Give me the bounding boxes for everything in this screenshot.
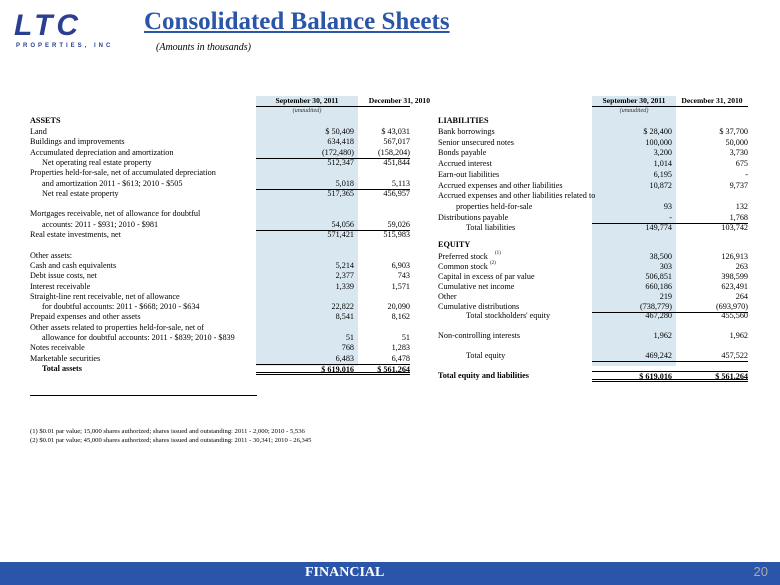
row-label: Accrued expenses and other liabilities [438, 180, 563, 190]
footnote-1: (1) $0.01 par value; 15,000 shares authorized; shares issued and outstanding: 2011 - 2,000; 2010 - 5,536 [30, 428, 305, 435]
row-value-prior: 5,113 [358, 179, 410, 190]
row-value-current: 149,774 [645, 223, 672, 233]
row-value-prior: 20,090 [387, 302, 410, 312]
table-row [438, 202, 748, 213]
row-label: Net operating real estate property [42, 157, 152, 167]
row-value-prior: 8,162 [391, 312, 410, 322]
row-label: Other [438, 291, 457, 301]
row-label: Accumulated depreciation and amortization [30, 147, 174, 157]
row-label: Debt issue costs, net [30, 271, 97, 281]
assets-col2-header: December 31, 2010 [358, 96, 410, 107]
row-value-current: 512,347 [327, 157, 354, 167]
logo-subtitle: PROPERTIES, INC [16, 43, 114, 49]
row-value-current: 1,339 [335, 281, 354, 291]
row-label: properties held-for-sale [456, 201, 533, 211]
row-value-current [592, 191, 676, 202]
liabilities-col1-header: September 30, 2011 [592, 96, 676, 107]
row-value-current: 467,280 [645, 311, 672, 321]
row-label: Senior unsecured notes [438, 137, 514, 147]
row-value-prior: 515,983 [383, 230, 410, 239]
row-value-prior: (158,204) [358, 148, 410, 159]
table-row [438, 159, 748, 170]
row-value-prior: 455,560 [721, 311, 748, 321]
table-row [438, 371, 748, 382]
row-label: Straight-line rent receivable, net of allowance [30, 291, 180, 301]
table-row [438, 148, 748, 159]
row-value-prior: 103,742 [721, 223, 748, 233]
row-label: Buildings and improvements [30, 137, 125, 147]
assets-col1-header: September 30, 2011 [256, 96, 358, 107]
row-value-current: $ 28,400 [643, 127, 672, 136]
row-label: Distributions payable [438, 212, 509, 222]
row-label: Common stock [438, 261, 488, 271]
row-label: for doubtful accounts: 2011 - $668; 2010 - $634 [42, 302, 200, 312]
row-value-current: 100,000 [645, 137, 672, 147]
row-value-prior: 50,000 [725, 137, 748, 147]
row-value-prior: 264 [735, 291, 748, 301]
row-value-prior: 1,768 [676, 213, 748, 224]
row-value-prior: 398,599 [721, 271, 748, 281]
row-value-prior: $ 43,031 [381, 127, 410, 136]
liabilities-unaudited: (unaudited) [619, 107, 649, 114]
row-value-prior: 1,571 [391, 281, 410, 291]
row-label: Marketable securities [30, 353, 101, 363]
row-value-current: 660,186 [645, 281, 672, 291]
liabilities-table [438, 96, 748, 381]
row-value-prior: 743 [397, 271, 410, 281]
row-value-prior: - [745, 169, 748, 179]
row-value-current: 571,421 [327, 230, 354, 239]
row-value-current: 1,014 [653, 159, 672, 169]
row-value-prior: 59,026 [358, 220, 410, 231]
row-label: Accrued expenses and other liabilities related to [438, 191, 596, 201]
row-label: and amortization 2011 - $613; 2010 - $505 [42, 178, 183, 188]
row-value-current: 517,365 [327, 188, 354, 198]
row-value-current: - [592, 213, 676, 224]
row-label: allowance for doubtful accounts: 2011 - $839; 2010 - $839 [42, 333, 235, 342]
page-title: Consolidated Balance Sheets [144, 8, 450, 35]
footnotes [30, 427, 311, 445]
row-label: Accrued interest [438, 159, 492, 169]
row-value-prior: 3,730 [729, 148, 748, 158]
row-value-prior: 126,913 [721, 252, 748, 261]
row-value-prior: 457,522 [676, 351, 748, 362]
assets-unaudited-row [30, 106, 410, 117]
row-value-prior: 567,017 [383, 137, 410, 147]
row-label: Real estate investments, net [30, 230, 121, 239]
row-value-current: 3,200 [653, 148, 672, 158]
table-row [438, 213, 748, 224]
row-value-prior: 1,283 [391, 343, 410, 353]
row-label: Notes receivable [30, 343, 85, 353]
row-value-prior: 456,957 [383, 188, 410, 198]
row-label: Cumulative net income [438, 281, 515, 291]
row-label: Total equity [466, 351, 506, 360]
row-label: Bank borrowings [438, 127, 495, 136]
row-label: Non-controlling interests [438, 331, 521, 341]
table-row [438, 170, 748, 181]
row-label: Bonds payable [438, 148, 487, 158]
row-value-prior: 6,478 [358, 354, 410, 365]
row-value-current: $ 50,409 [325, 127, 354, 136]
row-label: Properties held-for-sale, net of accumulated depreciation [30, 168, 216, 178]
row-value-current: 6,195 [653, 169, 672, 179]
row-value-current: 506,851 [645, 271, 672, 281]
row-label: Other assets related to properties held-for-sale, net of [30, 322, 204, 332]
row-value-current: 8,541 [335, 312, 354, 322]
row-value-current: (172,480) [256, 148, 358, 159]
row-value-current: 634,418 [327, 137, 354, 147]
row-value-prior: 6,903 [391, 260, 410, 270]
table-row [438, 181, 748, 192]
footer-bar [0, 562, 780, 585]
row-value-current: 54,056 [256, 220, 358, 231]
row-label: Capital in excess of par value [438, 271, 535, 281]
row-label: Earn-out liabilities [438, 169, 500, 179]
row-label: Total liabilities [466, 223, 516, 233]
table-row [438, 127, 748, 138]
row-label: accounts: 2011 - $931; 2010 - $981 [42, 219, 159, 229]
row-label: Total stockholders' equity [466, 311, 551, 321]
row-label: Total assets [42, 363, 82, 373]
row-label: Mortgages receivable, net of allowance for doubtful [30, 209, 201, 219]
assets-unaudited: (unaudited) [292, 107, 322, 114]
row-label: Preferred stock [438, 252, 488, 261]
equity-heading: EQUITY [438, 240, 471, 249]
footnote-2: (2) $0.01 par value; 45,000 shares authorized; shares issued and outstanding: 2011 - 30,341; 2010 - 26,345 [30, 437, 312, 444]
table-row [438, 138, 748, 149]
row-value-current: 5,018 [256, 179, 358, 190]
assets-heading: ASSETS [30, 116, 61, 125]
row-label: Net real estate property [42, 188, 119, 198]
row-value-prior: 623,491 [721, 281, 748, 291]
row-footnote-marker: (1) [495, 251, 501, 256]
row-value-current: 22,822 [331, 302, 354, 312]
row-value-current: 469,242 [592, 351, 676, 362]
row-value-prior: $ 561,264 [358, 364, 410, 375]
footer-label: FINANCIAL [305, 565, 385, 580]
row-label: Interest receivable [30, 281, 91, 291]
row-value-current: 51 [345, 333, 354, 342]
row-label: Cash and cash equivalents [30, 260, 117, 270]
row-value-prior: 9,737 [729, 180, 748, 190]
assets-table [30, 96, 430, 374]
footnote-rule [30, 395, 257, 396]
logo-letters: LTC [14, 9, 83, 42]
row-value-prior: 51 [401, 333, 410, 342]
liabilities-heading: LIABILITIES [438, 116, 489, 125]
row-value-current: 6,483 [256, 354, 358, 365]
row-value-prior: $ 37,700 [719, 127, 748, 136]
row-value-current: 10,872 [649, 180, 672, 190]
row-value-current: 38,500 [649, 252, 672, 261]
table-row [30, 364, 410, 375]
row-value-current: 5,214 [335, 260, 354, 270]
row-label: Cumulative distributions [438, 301, 520, 311]
row-value-prior: 263 [735, 261, 748, 271]
row-value-current: $ 619,016 [592, 371, 676, 382]
table-row [438, 223, 748, 234]
row-label: Prepaid expenses and other assets [30, 312, 141, 322]
row-value-prior: 1,962 [729, 331, 748, 341]
row-value-current: 303 [659, 261, 672, 271]
row-value-current: 768 [341, 343, 354, 353]
table-row [438, 191, 748, 202]
row-value-prior [676, 191, 748, 202]
row-value-prior: (693,970) [676, 302, 748, 313]
row-value-current: 93 [663, 201, 672, 211]
row-value-current: 1,962 [653, 331, 672, 341]
company-logo [14, 10, 132, 52]
row-value-prior: 132 [735, 201, 748, 211]
row-footnote-marker: (2) [490, 260, 496, 266]
row-label: Other assets: [30, 250, 73, 260]
row-value-prior: 451,844 [383, 157, 410, 167]
page-number: 20 [753, 564, 768, 579]
row-value-current: (738,779) [592, 302, 676, 313]
row-value-current: 2,377 [335, 271, 354, 281]
row-label: Total equity and liabilities [438, 370, 529, 380]
page-subtitle: (Amounts in thousands) [156, 42, 251, 53]
row-label: Land [30, 127, 47, 136]
row-value-current: 219 [659, 291, 672, 301]
row-value-current: $ 619,016 [256, 364, 358, 375]
liabilities-col2-header: December 31, 2010 [676, 96, 748, 107]
row-value-prior: 675 [735, 159, 748, 169]
row-value-prior: $ 561,264 [676, 371, 748, 382]
